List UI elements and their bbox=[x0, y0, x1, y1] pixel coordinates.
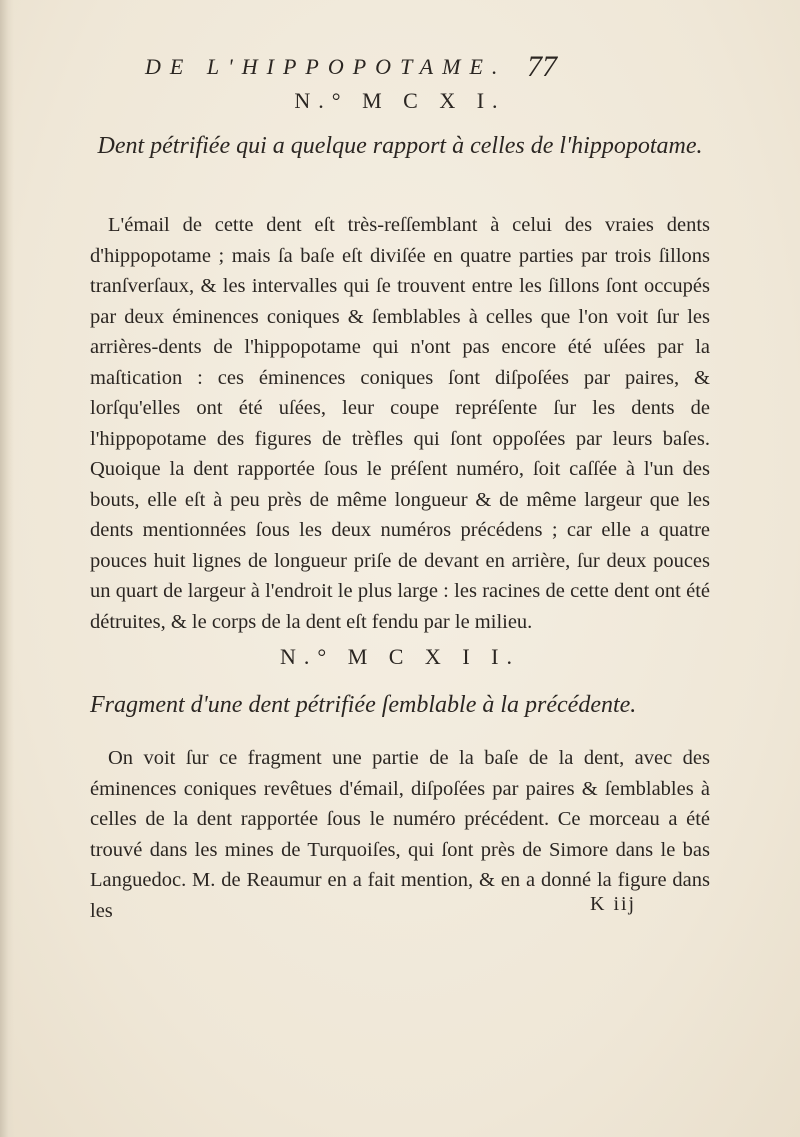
page-header bbox=[145, 50, 645, 90]
page-number: 77 bbox=[527, 50, 557, 83]
entry-number-1: N.° M C X I. bbox=[294, 88, 506, 113]
entry-text-1: L'émail de cette dent eſt très-reſſemblant à celui des vraies dents d'hippopotame ; mais ſa baſe eſt diviſée en quatre parties par trois ſillons tranſverſaux, & les intervalles qui ſe trouvent entre les ſillons ſont occupés par deux éminences coniques & ſemblables à celles que l'on voit ſur les arrières-dents de l'hippopotame qui n'ont pas encore été uſées par la maſtication : ces éminences coniques ſont diſpoſées par paires, & lorſqu'elles ont été uſées, leur coupe repréſente ſur les dents de l'hippopotame des figures de trèfles qui ſont oppoſées par leurs baſes. Quoique la dent rapportée ſous le préſent numéro, ſoit caſſée à l'un des bouts, elle eſt à peu près de même longueur & de même largeur que les dents mentionnées ſous les deux numéros précédens ; car elle a quatre pouces huit lignes de longueur priſe de devant en arrière, ſur deux pouces un quart de largeur à l'endroit le plus large : les racines de cette dent ont été détruites, & le corps de la dent eſt fendu par le milieu. bbox=[90, 214, 710, 633]
running-head: DE L'HIPPOPOTAME. bbox=[145, 54, 507, 79]
entry-text-2: On voit ſur ce fragment une partie de la baſe de la dent, avec des éminences coniques revêtues d'émail, diſpoſées par paires & ſemblables à celles de la dent rapportée ſous le numéro précédent. Ce morceau a été trouvé dans les mines de Turquoiſes, qui ſont près de Simore dans le bas Languedoc. M. de Reaumur en a fait mention, & en a donné la figure dans les bbox=[90, 747, 710, 922]
entry-title-1: Dent pétrifiée qui a quelque rapport à celles de l'hippopotame. bbox=[97, 133, 703, 159]
page-gutter-shadow bbox=[0, 0, 14, 1137]
entry-number-2: N.° M C X I I. bbox=[280, 644, 520, 669]
entry-title-2: Fragment d'une dent pétrifiée ſemblable à la précédente. bbox=[90, 692, 637, 718]
signature-mark: K iij bbox=[590, 893, 637, 915]
